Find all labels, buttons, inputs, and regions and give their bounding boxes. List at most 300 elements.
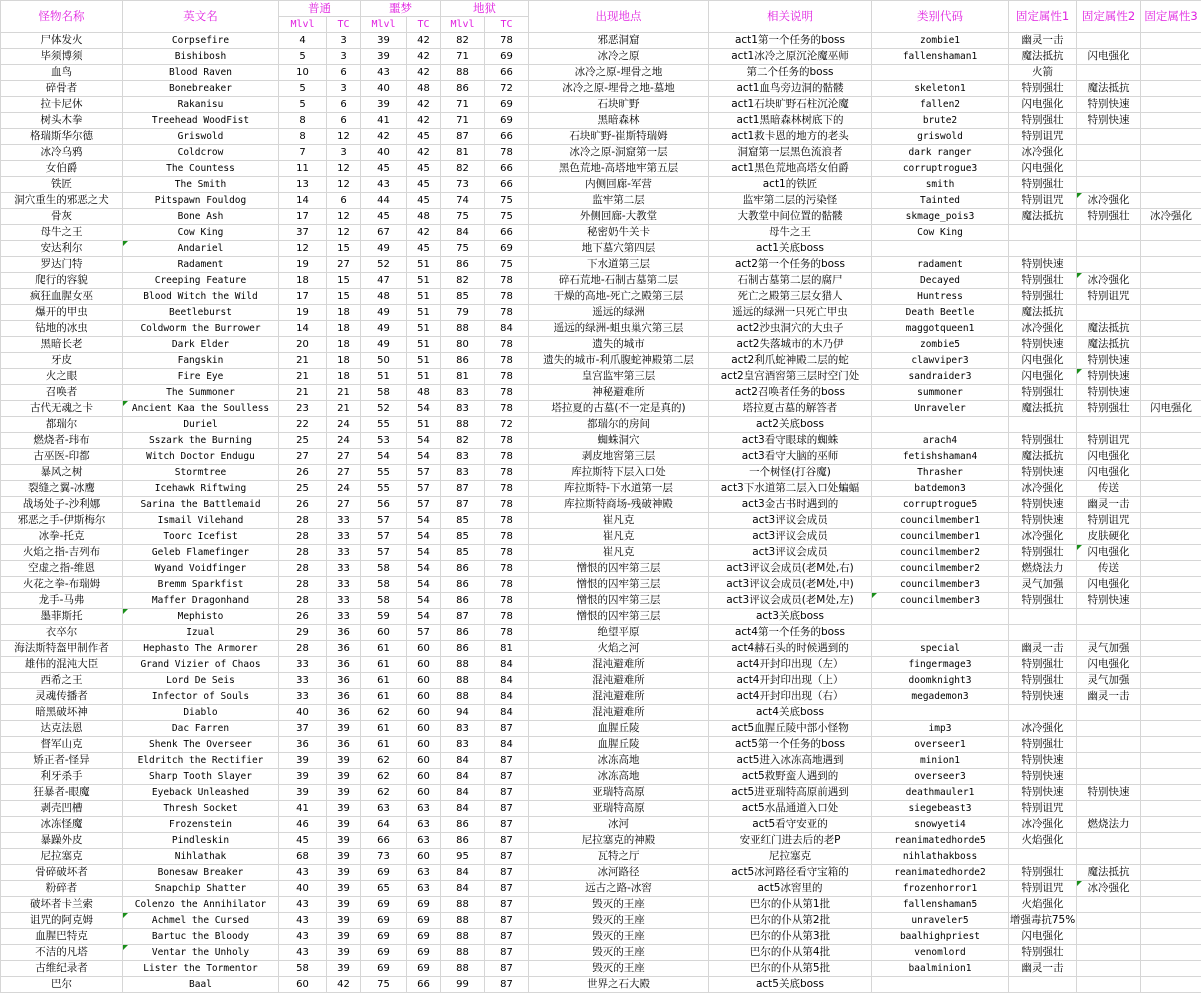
cell-attr3 xyxy=(1141,593,1201,609)
cell-desc: 巴尔的仆从第2批 xyxy=(709,913,872,929)
cell-nightmare-mlvl: 40 xyxy=(361,145,407,161)
cell-attr1: 冰冷强化 xyxy=(1009,481,1077,497)
cell-attr2 xyxy=(1077,257,1141,273)
cell-attr2 xyxy=(1077,929,1141,945)
cell-nightmare-tc: 48 xyxy=(407,81,441,97)
cell-desc: act1黑色荒地高塔女伯爵 xyxy=(709,161,872,177)
cell-name: 粉碎者 xyxy=(1,881,123,897)
cell-hell-mlvl: 83 xyxy=(441,737,485,753)
cell-attr3 xyxy=(1141,737,1201,753)
cell-normal-mlvl: 13 xyxy=(279,177,327,193)
cell-nightmare-mlvl: 57 xyxy=(361,529,407,545)
cell-english: Treehead WoodFist xyxy=(123,113,279,129)
cell-normal-tc: 39 xyxy=(327,801,361,817)
cell-english: Pitspawn Fouldog xyxy=(123,193,279,209)
cell-location: 憎恨的囚牢第三层 xyxy=(529,609,709,625)
cell-nightmare-mlvl: 69 xyxy=(361,897,407,913)
cell-normal-mlvl: 11 xyxy=(279,161,327,177)
cell-code: reanimatedhorde2 xyxy=(872,865,1009,881)
cell-english: Rakanisu xyxy=(123,97,279,113)
cell-nightmare-mlvl: 62 xyxy=(361,785,407,801)
cell-nightmare-tc: 51 xyxy=(407,369,441,385)
cell-hell-mlvl: 84 xyxy=(441,801,485,817)
table-row xyxy=(1,289,1201,305)
cell-desc: act1关底boss xyxy=(709,241,872,257)
cell-location: 冰冷之原 xyxy=(529,49,709,65)
cell-hell-mlvl: 86 xyxy=(441,577,485,593)
table-row xyxy=(1,593,1201,609)
cell-name: 裂缝之翼-冰鹰 xyxy=(1,481,123,497)
cell-attr3 xyxy=(1141,145,1201,161)
cell-nightmare-mlvl: 39 xyxy=(361,97,407,113)
table-row xyxy=(1,817,1201,833)
cell-name: 火之眼 xyxy=(1,369,123,385)
cell-nightmare-mlvl: 58 xyxy=(361,385,407,401)
cell-name: 冰拳-托克 xyxy=(1,529,123,545)
cell-desc: act3评议会成员(老M处,左) xyxy=(709,593,872,609)
cell-nightmare-mlvl: 69 xyxy=(361,865,407,881)
cell-hell-mlvl: 80 xyxy=(441,337,485,353)
cell-code xyxy=(872,705,1009,721)
table-row xyxy=(1,49,1201,65)
cell-location: 混沌避难所 xyxy=(529,705,709,721)
cell-desc: act5进亚瑞特高原前遇到 xyxy=(709,785,872,801)
header-attr1: 固定属性1 xyxy=(1009,1,1077,33)
cell-code: brute2 xyxy=(872,113,1009,129)
cell-attr3 xyxy=(1141,465,1201,481)
cell-desc: act3评议会成员(老M处,右) xyxy=(709,561,872,577)
cell-code xyxy=(872,977,1009,993)
cell-name: 达克法恩 xyxy=(1,721,123,737)
cell-english: Coldworm the Burrower xyxy=(123,321,279,337)
cell-desc: 大教堂中间位置的骷髅 xyxy=(709,209,872,225)
cell-nightmare-tc: 51 xyxy=(407,417,441,433)
cell-location: 亚瑞特高原 xyxy=(529,801,709,817)
cell-name: 督军山克 xyxy=(1,737,123,753)
cell-hell-tc: 72 xyxy=(485,417,529,433)
cell-english: Icehawk Riftwing xyxy=(123,481,279,497)
cell-normal-mlvl: 45 xyxy=(279,833,327,849)
cell-hell-mlvl: 88 xyxy=(441,913,485,929)
cell-location: 亚瑞特高原 xyxy=(529,785,709,801)
cell-location: 冰河 xyxy=(529,817,709,833)
cell-normal-mlvl: 39 xyxy=(279,785,327,801)
cell-name: 暴躁外皮 xyxy=(1,833,123,849)
table-row xyxy=(1,65,1201,81)
cell-hell-tc: 66 xyxy=(485,129,529,145)
cell-name: 西希之王 xyxy=(1,673,123,689)
cell-normal-tc: 3 xyxy=(327,145,361,161)
cell-hell-mlvl: 82 xyxy=(441,273,485,289)
table-row xyxy=(1,961,1201,977)
cell-code: zombie5 xyxy=(872,337,1009,353)
cell-normal-tc: 18 xyxy=(327,353,361,369)
cell-english: Bishibosh xyxy=(123,49,279,65)
cell-nightmare-tc: 54 xyxy=(407,401,441,417)
cell-hell-mlvl: 87 xyxy=(441,497,485,513)
cell-attr2: 闪电强化 xyxy=(1077,545,1141,561)
cell-normal-tc: 39 xyxy=(327,721,361,737)
cell-desc: act2皇宫酒窖第三层时空门处 xyxy=(709,369,872,385)
cell-english: Blood Witch the Wild xyxy=(123,289,279,305)
cell-attr1: 特别快速 xyxy=(1009,497,1077,513)
cell-normal-tc: 39 xyxy=(327,897,361,913)
cell-location: 冰冷之原-埋骨之地-墓地 xyxy=(529,81,709,97)
table-row xyxy=(1,177,1201,193)
cell-normal-mlvl: 28 xyxy=(279,545,327,561)
cell-english: Ismail Vilehand xyxy=(123,513,279,529)
cell-desc: 安亚红门进去后的老P xyxy=(709,833,872,849)
cell-hell-tc: 87 xyxy=(485,721,529,737)
cell-attr2: 魔法抵抗 xyxy=(1077,321,1141,337)
cell-name: 黑暗长老 xyxy=(1,337,123,353)
cell-desc: 巴尔的仆从第1批 xyxy=(709,897,872,913)
cell-nightmare-tc: 51 xyxy=(407,337,441,353)
cell-attr3 xyxy=(1141,673,1201,689)
cell-code: griswold xyxy=(872,129,1009,145)
cell-hell-tc: 78 xyxy=(485,385,529,401)
cell-location: 碎石荒地-石制古墓第二层 xyxy=(529,273,709,289)
cell-name: 空虚之指-维恩 xyxy=(1,561,123,577)
cell-normal-mlvl: 43 xyxy=(279,865,327,881)
cell-nightmare-tc: 45 xyxy=(407,241,441,257)
cell-hell-mlvl: 84 xyxy=(441,865,485,881)
cell-nightmare-tc: 42 xyxy=(407,65,441,81)
cell-desc: act4开封印出现（上） xyxy=(709,673,872,689)
cell-attr2: 灵气加强 xyxy=(1077,673,1141,689)
cell-location: 憎恨的囚牢第三层 xyxy=(529,593,709,609)
cell-attr3 xyxy=(1141,577,1201,593)
cell-code: sandraider3 xyxy=(872,369,1009,385)
cell-nightmare-tc: 60 xyxy=(407,673,441,689)
cell-hell-mlvl: 88 xyxy=(441,417,485,433)
cell-normal-mlvl: 28 xyxy=(279,641,327,657)
cell-code: Tainted xyxy=(872,193,1009,209)
cell-english: Geleb Flamefinger xyxy=(123,545,279,561)
cell-desc: 石制古墓第二层的腐尸 xyxy=(709,273,872,289)
cell-code: dark ranger xyxy=(872,145,1009,161)
header-desc: 相关说明 xyxy=(709,1,872,33)
cell-hell-mlvl: 99 xyxy=(441,977,485,993)
cell-attr1: 特别强壮 xyxy=(1009,289,1077,305)
cell-nightmare-mlvl: 64 xyxy=(361,817,407,833)
cell-english: Sszark the Burning xyxy=(123,433,279,449)
cell-name: 骨碎破坏者 xyxy=(1,865,123,881)
header-nightmare: 噩梦 xyxy=(361,1,441,17)
cell-nightmare-tc: 60 xyxy=(407,705,441,721)
cell-hell-tc: 87 xyxy=(485,817,529,833)
cell-location: 库拉斯特商场-残破神殿 xyxy=(529,497,709,513)
cell-location: 干燥的高地-死亡之殿第三层 xyxy=(529,289,709,305)
cell-attr3 xyxy=(1141,897,1201,913)
cell-location: 冰河路径 xyxy=(529,865,709,881)
cell-hell-mlvl: 87 xyxy=(441,609,485,625)
cell-hell-tc: 75 xyxy=(485,193,529,209)
cell-desc: act1冰冷之原沉沦魔巫师 xyxy=(709,49,872,65)
cell-location: 都瑞尔的房间 xyxy=(529,417,709,433)
cell-code: baalhighpriest xyxy=(872,929,1009,945)
cell-attr1: 特别快速 xyxy=(1009,337,1077,353)
cell-attr2 xyxy=(1077,305,1141,321)
cell-attr2 xyxy=(1077,145,1141,161)
cell-name: 骨灰 xyxy=(1,209,123,225)
cell-attr3: 闪电强化 xyxy=(1141,401,1201,417)
cell-normal-tc: 39 xyxy=(327,881,361,897)
table-row xyxy=(1,865,1201,881)
cell-attr1: 特别强壮 xyxy=(1009,433,1077,449)
cell-nightmare-mlvl: 60 xyxy=(361,625,407,641)
cell-normal-tc: 36 xyxy=(327,625,361,641)
cell-attr1: 特别快速 xyxy=(1009,513,1077,529)
cell-english: Witch Doctor Endugu xyxy=(123,449,279,465)
cell-normal-tc: 39 xyxy=(327,785,361,801)
cell-attr1: 特别快速 xyxy=(1009,785,1077,801)
cell-attr3 xyxy=(1141,273,1201,289)
cell-normal-tc: 12 xyxy=(327,161,361,177)
cell-english: Infector of Souls xyxy=(123,689,279,705)
cell-nightmare-mlvl: 48 xyxy=(361,289,407,305)
cell-desc: act3看守大脑的巫师 xyxy=(709,449,872,465)
cell-location: 石块旷野-崔斯特瑞姆 xyxy=(529,129,709,145)
cell-code: doomknight3 xyxy=(872,673,1009,689)
cell-attr1: 特别快速 xyxy=(1009,769,1077,785)
cell-attr3 xyxy=(1141,513,1201,529)
cell-attr3 xyxy=(1141,705,1201,721)
cell-hell-mlvl: 82 xyxy=(441,161,485,177)
cell-normal-tc: 36 xyxy=(327,641,361,657)
table-row xyxy=(1,145,1201,161)
cell-attr2: 特别快速 xyxy=(1077,113,1141,129)
cell-nightmare-mlvl: 62 xyxy=(361,705,407,721)
cell-nightmare-mlvl: 49 xyxy=(361,241,407,257)
cell-hell-mlvl: 81 xyxy=(441,145,485,161)
cell-hell-mlvl: 81 xyxy=(441,369,485,385)
cell-normal-mlvl: 27 xyxy=(279,449,327,465)
cell-normal-mlvl: 8 xyxy=(279,113,327,129)
cell-attr2: 幽灵一击 xyxy=(1077,497,1141,513)
cell-attr1: 特别强壮 xyxy=(1009,273,1077,289)
table-row xyxy=(1,401,1201,417)
cell-desc: act4关底boss xyxy=(709,705,872,721)
cell-normal-mlvl: 21 xyxy=(279,353,327,369)
cell-name: 雄伟的混沌大臣 xyxy=(1,657,123,673)
cell-nightmare-mlvl: 45 xyxy=(361,209,407,225)
cell-normal-tc: 33 xyxy=(327,593,361,609)
cell-location: 遥远的绿洲-蛆虫巢穴第三层 xyxy=(529,321,709,337)
cell-normal-mlvl: 25 xyxy=(279,481,327,497)
cell-nightmare-tc: 42 xyxy=(407,113,441,129)
cell-normal-tc: 39 xyxy=(327,945,361,961)
cell-hell-mlvl: 74 xyxy=(441,193,485,209)
cell-attr1: 灵气加强 xyxy=(1009,577,1077,593)
cell-normal-tc: 33 xyxy=(327,513,361,529)
cell-hell-tc: 78 xyxy=(485,625,529,641)
cell-attr1: 闪电强化 xyxy=(1009,369,1077,385)
cell-code: nihlathakboss xyxy=(872,849,1009,865)
cell-hell-tc: 84 xyxy=(485,737,529,753)
cell-attr1: 特别强壮 xyxy=(1009,945,1077,961)
cell-hell-mlvl: 83 xyxy=(441,721,485,737)
cell-hell-mlvl: 95 xyxy=(441,849,485,865)
table-row xyxy=(1,577,1201,593)
cell-name: 利牙杀手 xyxy=(1,769,123,785)
cell-hell-tc: 87 xyxy=(485,753,529,769)
cell-english: Grand Vizier of Chaos xyxy=(123,657,279,673)
cell-attr1: 特别诅咒 xyxy=(1009,881,1077,897)
cell-attr3 xyxy=(1141,561,1201,577)
cell-code: reanimatedhorde5 xyxy=(872,833,1009,849)
cell-nightmare-tc: 60 xyxy=(407,721,441,737)
cell-normal-tc: 12 xyxy=(327,209,361,225)
cell-desc: act1石块旷野石柱沉沦魔 xyxy=(709,97,872,113)
cell-english: Colenzo the Annihilator xyxy=(123,897,279,913)
cell-code: radament xyxy=(872,257,1009,273)
cell-hell-tc: 84 xyxy=(485,673,529,689)
cell-name: 钻地的冰虫 xyxy=(1,321,123,337)
cell-desc: act3评议会成员(老M处,中) xyxy=(709,577,872,593)
cell-normal-mlvl: 25 xyxy=(279,433,327,449)
cell-english: Fangskin xyxy=(123,353,279,369)
cell-normal-tc: 24 xyxy=(327,433,361,449)
cell-english: Dark Elder xyxy=(123,337,279,353)
cell-english: Bonebreaker xyxy=(123,81,279,97)
cell-code: fetishshaman4 xyxy=(872,449,1009,465)
cell-code: Unraveler xyxy=(872,401,1009,417)
cell-desc: act5救野蛮人遇到的 xyxy=(709,769,872,785)
cell-location: 蜘蛛洞穴 xyxy=(529,433,709,449)
cell-attr1: 火焰强化 xyxy=(1009,833,1077,849)
cell-attr1: 魔法抵抗 xyxy=(1009,305,1077,321)
table-row xyxy=(1,769,1201,785)
cell-attr3 xyxy=(1141,721,1201,737)
cell-location: 绝望平原 xyxy=(529,625,709,641)
cell-nightmare-mlvl: 57 xyxy=(361,513,407,529)
cell-name: 破坏者卡兰索 xyxy=(1,897,123,913)
cell-hell-tc: 69 xyxy=(485,97,529,113)
cell-code: overseer1 xyxy=(872,737,1009,753)
cell-attr1 xyxy=(1009,417,1077,433)
cell-desc: 死亡之殿第三层女猎人 xyxy=(709,289,872,305)
cell-normal-mlvl: 10 xyxy=(279,65,327,81)
cell-attr1: 特别强壮 xyxy=(1009,737,1077,753)
cell-code: fingermage3 xyxy=(872,657,1009,673)
cell-desc: act2沙虫洞穴的大虫子 xyxy=(709,321,872,337)
cell-nightmare-mlvl: 50 xyxy=(361,353,407,369)
cell-nightmare-mlvl: 55 xyxy=(361,417,407,433)
cell-attr2 xyxy=(1077,961,1141,977)
cell-attr2 xyxy=(1077,177,1141,193)
cell-code: Death Beetle xyxy=(872,305,1009,321)
table-row xyxy=(1,209,1201,225)
cell-hell-tc: 87 xyxy=(485,801,529,817)
cell-nightmare-mlvl: 61 xyxy=(361,689,407,705)
cell-attr1: 燃烧法力 xyxy=(1009,561,1077,577)
cell-attr1: 特别强壮 xyxy=(1009,593,1077,609)
cell-normal-tc: 12 xyxy=(327,225,361,241)
cell-code: batdemon3 xyxy=(872,481,1009,497)
cell-nightmare-mlvl: 56 xyxy=(361,497,407,513)
cell-name: 碎骨者 xyxy=(1,81,123,97)
cell-attr2: 魔法抵抗 xyxy=(1077,337,1141,353)
cell-attr2: 特别强壮 xyxy=(1077,209,1141,225)
cell-attr2 xyxy=(1077,65,1141,81)
cell-english: Stormtree xyxy=(123,465,279,481)
cell-nightmare-mlvl: 69 xyxy=(361,929,407,945)
cell-attr2: 闪电强化 xyxy=(1077,49,1141,65)
cell-nightmare-tc: 51 xyxy=(407,273,441,289)
table-row xyxy=(1,881,1201,897)
table-row xyxy=(1,897,1201,913)
cell-nightmare-mlvl: 49 xyxy=(361,337,407,353)
cell-desc: 巴尔的仆从第3批 xyxy=(709,929,872,945)
cell-hell-tc: 66 xyxy=(485,65,529,81)
cell-name: 火花之拳-布瑞姆 xyxy=(1,577,123,593)
cell-desc: act2关底boss xyxy=(709,417,872,433)
cell-location: 火焰之河 xyxy=(529,641,709,657)
cell-normal-tc: 24 xyxy=(327,481,361,497)
header-code: 类别代码 xyxy=(872,1,1009,33)
cell-english: Toorc Icefist xyxy=(123,529,279,545)
cell-normal-tc: 24 xyxy=(327,417,361,433)
cell-nightmare-mlvl: 67 xyxy=(361,225,407,241)
cell-normal-tc: 42 xyxy=(327,977,361,993)
cell-normal-tc: 15 xyxy=(327,273,361,289)
cell-attr1: 冰冷强化 xyxy=(1009,321,1077,337)
cell-nightmare-tc: 51 xyxy=(407,321,441,337)
cell-english: Corpsefire xyxy=(123,33,279,49)
table-row xyxy=(1,353,1201,369)
header-nightmare-tc: TC xyxy=(407,17,441,33)
table-row xyxy=(1,705,1201,721)
cell-normal-mlvl: 41 xyxy=(279,801,327,817)
cell-hell-mlvl: 86 xyxy=(441,593,485,609)
cell-name: 古代无魂之卡 xyxy=(1,401,123,417)
cell-desc: act5看守安亚的 xyxy=(709,817,872,833)
cell-hell-mlvl: 71 xyxy=(441,97,485,113)
cell-location: 远古之路-冰窖 xyxy=(529,881,709,897)
cell-normal-mlvl: 23 xyxy=(279,401,327,417)
cell-desc: 母牛之王 xyxy=(709,225,872,241)
cell-nightmare-tc: 54 xyxy=(407,449,441,465)
header-normal-mlvl: Mlvl xyxy=(279,17,327,33)
cell-nightmare-mlvl: 55 xyxy=(361,465,407,481)
cell-location: 毁灭的王座 xyxy=(529,897,709,913)
cell-code: siegebeast3 xyxy=(872,801,1009,817)
cell-name: 灵魂传播者 xyxy=(1,689,123,705)
cell-nightmare-mlvl: 61 xyxy=(361,721,407,737)
cell-hell-tc: 78 xyxy=(485,577,529,593)
cell-nightmare-tc: 45 xyxy=(407,193,441,209)
cell-code: minion1 xyxy=(872,753,1009,769)
cell-normal-mlvl: 33 xyxy=(279,673,327,689)
cell-nightmare-mlvl: 58 xyxy=(361,577,407,593)
cell-attr2: 灵气加强 xyxy=(1077,641,1141,657)
table-row xyxy=(1,929,1201,945)
cell-nightmare-tc: 48 xyxy=(407,209,441,225)
cell-code xyxy=(872,65,1009,81)
cell-hell-tc: 78 xyxy=(485,33,529,49)
cell-normal-tc: 21 xyxy=(327,401,361,417)
cell-attr2: 冰冷强化 xyxy=(1077,881,1141,897)
cell-location: 崔凡克 xyxy=(529,513,709,529)
header-hell-mlvl: Mlvl xyxy=(441,17,485,33)
cell-location: 邪恶洞窟 xyxy=(529,33,709,49)
table-row xyxy=(1,225,1201,241)
cell-hell-mlvl: 82 xyxy=(441,33,485,49)
cell-desc: act5血腥丘陵中部小怪物 xyxy=(709,721,872,737)
cell-normal-mlvl: 28 xyxy=(279,513,327,529)
cell-desc: act3金古书时遇到的 xyxy=(709,497,872,513)
